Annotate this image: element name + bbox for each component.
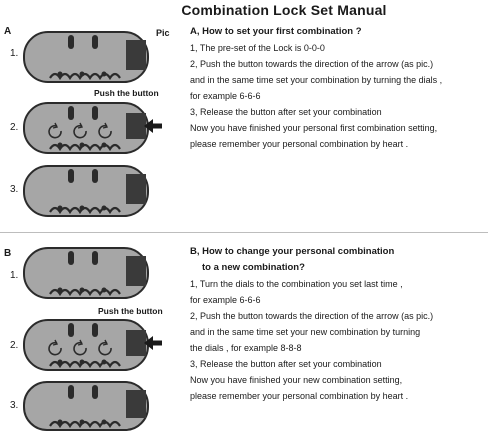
lock-b2-illustration — [22, 318, 164, 372]
section-a-line: for example 6-6-6 — [190, 91, 261, 101]
lock-b1-illustration — [22, 246, 150, 300]
section-a-line: and in the same time set your combination by turning the dials , — [190, 75, 443, 85]
lock-a1-illustration — [22, 30, 150, 84]
section-a-heading: A, How to set your first combination ? — [190, 26, 362, 37]
section-a-letter: A — [4, 26, 12, 37]
pic-label: Pic — [156, 28, 170, 38]
section-b-line: and in the same time set your new combination by turning — [190, 327, 421, 337]
section-b-instructions — [190, 244, 486, 404]
push-button-label-b: Push the button — [98, 306, 163, 316]
section-b-heading-cont: to a new combination? — [202, 262, 305, 273]
section-divider — [0, 232, 488, 233]
section-a-instructions — [190, 24, 486, 152]
step-b1-number: 1. — [10, 270, 19, 281]
lock-a2-illustration — [22, 101, 164, 155]
section-b-heading: B, How to change your personal combination — [190, 246, 395, 257]
step-a3-number: 3. — [10, 184, 19, 195]
lock-a3-illustration — [22, 164, 150, 218]
section-a-line: 3, Release the button after set your combination — [190, 107, 382, 117]
section-b-line: 1, Turn the dials to the combination you set last time , — [190, 279, 403, 289]
section-b-line: 3, Release the button after set your combination — [190, 359, 382, 369]
step-a1-number: 1. — [10, 48, 19, 59]
section-a-line: 1, The pre-set of the Lock is 0-0-0 — [190, 43, 325, 53]
section-b-line: the dials , for example 8-8-8 — [190, 343, 302, 353]
section-a-line: Now you have finished your personal first combination setting, — [190, 123, 438, 133]
page-title: Combination Lock Set Manual — [181, 2, 387, 18]
step-b2-number: 2. — [10, 340, 19, 351]
section-b-line: please remember your personal combination by heart . — [190, 391, 409, 401]
section-b-line: for example 6-6-6 — [190, 295, 261, 305]
lock-b3-illustration — [22, 380, 150, 432]
section-a-line: please remember your personal combination by heart . — [190, 139, 409, 149]
section-b-letter: B — [4, 248, 12, 259]
section-b-line: 2, Push the button towards the direction of the arrow (as pic.) — [190, 311, 434, 321]
push-button-label-a: Push the button — [94, 88, 159, 98]
step-a2-number: 2. — [10, 122, 19, 133]
step-b3-number: 3. — [10, 400, 19, 411]
section-b-line: Now you have finished your new combination setting, — [190, 375, 403, 385]
section-a-line: 2, Push the button towards the direction of the arrow (as pic.) — [190, 59, 434, 69]
